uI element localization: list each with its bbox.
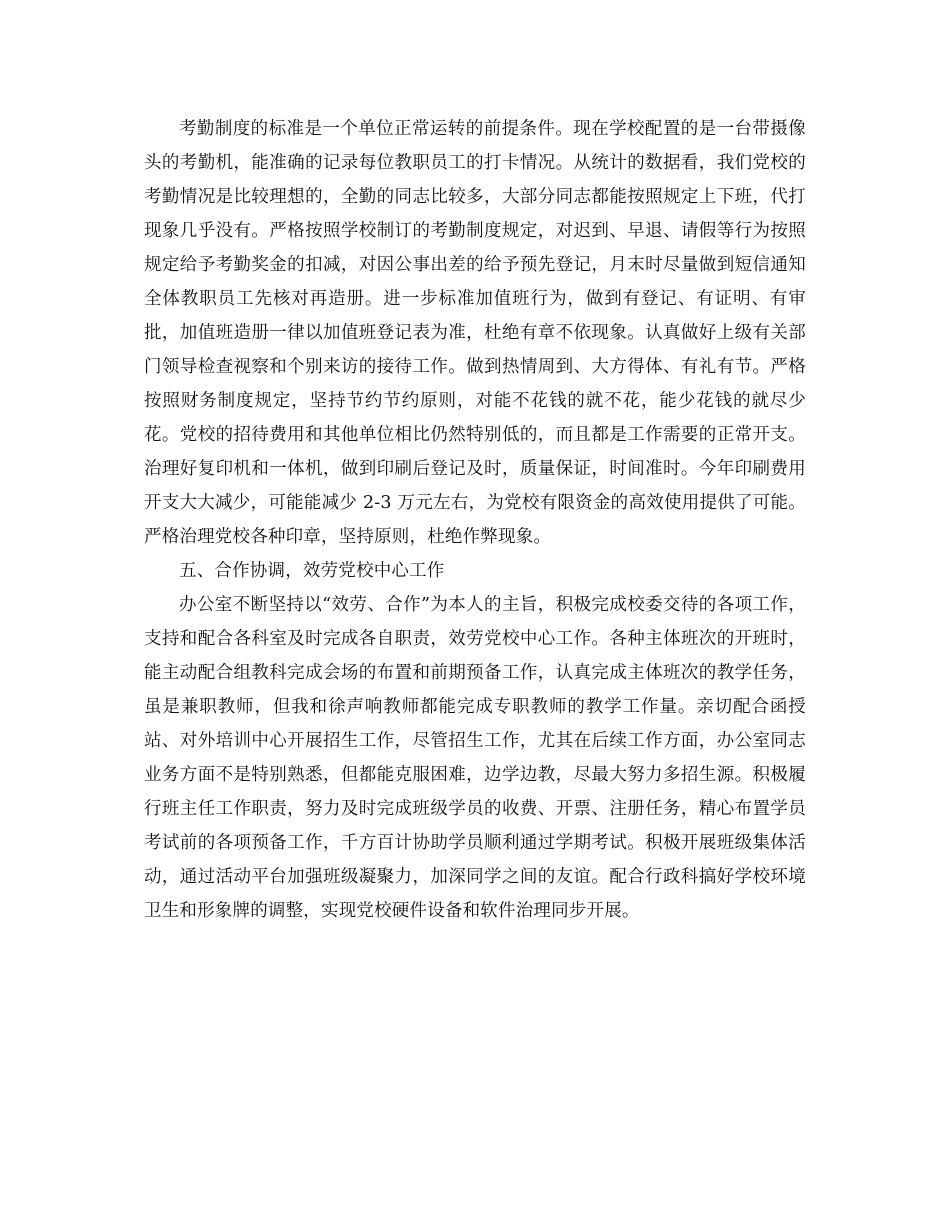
section-heading: 五、合作协调，效劳党校中心工作 — [179, 561, 445, 581]
paragraph-attendance: 考勤制度的标准是一个单位正常运转的前提条件。现在学校配置的是一台带摄像头的考勤机，能准确的记录每位教职员工的打卡情况。从统计的数据看，我们党校的考勤情况是比较理想的，全勤的同志比较多，大部分同志都能按照规定上下班，代打现象几乎没有。严格按照学校制订的考勤制度规定，对迟到、早退、请假等行为按照规定给予考勤奖金的扣减，对因公事出差的给予预先登记，月末时尽量做到短信通知全体教职员工先核对再造册。进一步标准加值班行为，做到有登记、有证明、有审批，加值班造册一律以加值班登记表为准，杜绝有章不依现象。认真做好上级有关部门领导检查视察和个别来访的接待工作。做到热情周到、大方得体、有礼有节。严格按照财务制度规定，坚持节约节约原则，对能不花钱的就不花，能少花钱的就尽少花。党校的招待费用和其他单位相比仍然特别低的，而且都是工作需要的正常开支。治理好复印机和一体机，做到印刷后登记及时，质量保证，时间准时。今年印刷费用开支大大减少，可能能减少 2-3 万元左右，为党校有限资金的高效使用提供了可能。严格治理党校各种印章，坚持原则，杜绝作弊现象。 — [144, 119, 806, 547]
document-page — [144, 112, 806, 928]
paragraph-cooperation: 办公室不断坚持以“效劳、合作”为本人的主旨，积极完成校委交待的各项工作，支持和配合各科室及时完成各自职责，效劳党校中心工作。各种主体班次的开班时，能主动配合组教科完成会场的布置和前期预备工作，认真完成主体班次的教学任务，虽是兼职教师，但我和徐声响教师都能完成专职教师的教学工作量。亲切配合函授站、对外培训中心开展招生工作，尽管招生工作，尤其在后续工作方面，办公室同志业务方面不是特别熟悉，但都能克服困难，边学边教，尽最大努力多招生源。积极履行班主任工作职责，努力及时完成班级学员的收费、开票、注册任务，精心布置学员考试前的各项预备工作，千方百计协助学员顺利通过学期考试。积极开展班级集体活动，通过活动平台加强班级凝聚力，加深同学之间的友谊。配合行政科搞好学校环境卫生和形象牌的调整，实现党校硬件设备和软件治理同步开展。 — [144, 595, 806, 921]
